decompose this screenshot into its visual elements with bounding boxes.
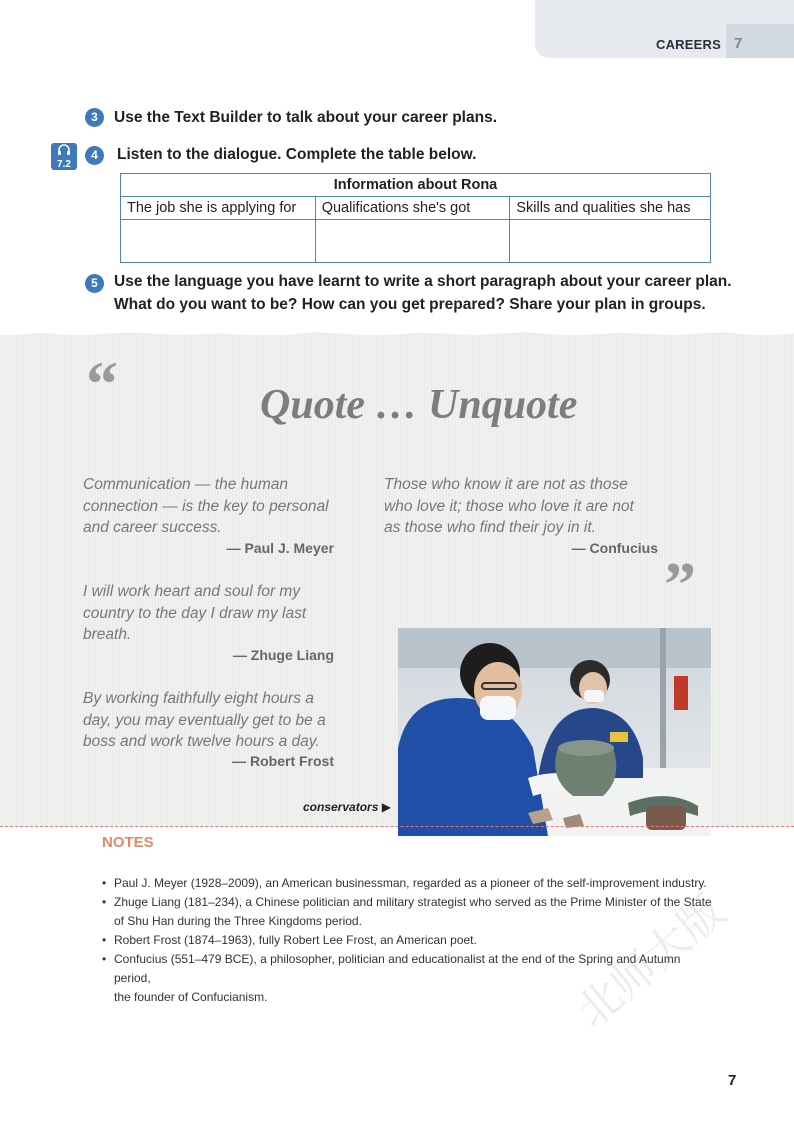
quote-robert-frost <box>83 688 326 753</box>
photo-caption: conservators ▶ <box>303 800 391 814</box>
table-answer-cell[interactable] <box>510 220 711 263</box>
notes-title: NOTES <box>102 834 154 851</box>
publisher-watermark: 北师大版 <box>567 885 735 1038</box>
quote-line: country to the day I draw my last <box>83 604 307 622</box>
exercise-4-badge: 4 <box>85 146 104 165</box>
quote-author: — Robert Frost <box>232 753 334 769</box>
note-line: • Paul J. Meyer (1928–2009), an American businessman, regarded as a pioneer of the self-improvement industry. <box>114 876 707 890</box>
quote-zhuge-liang <box>83 581 306 646</box>
quote-section-title: Quote … Unquote <box>260 382 578 428</box>
quote-confucius <box>384 474 634 539</box>
close-quote-mark: ” <box>664 549 696 620</box>
note-line: the founder of Confucianism. <box>114 990 268 1004</box>
note-line: • Confucius (551–479 BCE), a philosopher, politician and educationalist at the end of the Spring and Autumn period, <box>114 952 681 985</box>
quote-line: connection — is the key to personal <box>83 497 329 515</box>
quote-line: By working faithfully eight hours a <box>83 690 314 707</box>
quote-line: I will work heart and soul for my <box>83 583 301 600</box>
table-column-header: The job she is applying for <box>121 197 316 220</box>
quote-line: boss and work twelve hours a day. <box>83 733 320 750</box>
exercise-5-badge: 5 <box>85 274 104 293</box>
exercise-3-instruction: Use the Text Builder to talk about your career plans. <box>114 109 498 126</box>
section-title: CAREERS <box>656 37 721 52</box>
exercise-3-badge: 3 <box>85 108 104 127</box>
note-line: • Robert Frost (1874–1963), fully Robert Lee Frost, an American poet. <box>114 933 477 947</box>
table-title: Information about Rona <box>121 174 711 197</box>
open-quote-mark: “ <box>86 348 118 419</box>
table-answer-cell[interactable] <box>315 220 510 263</box>
quote-line: as those who find their joy in it. <box>384 519 596 536</box>
quote-line: breath. <box>83 626 132 643</box>
note-item <box>100 893 720 931</box>
quote-paul-meyer <box>83 474 329 539</box>
unit-number: 7 <box>734 35 743 52</box>
audio-track-badge[interactable] <box>51 143 77 170</box>
exercise-5-instruction-line-2: What do you want to be? How can you get prepared? Share your plan in groups. <box>114 296 706 313</box>
quote-line: who love it; those who love it are not <box>384 497 634 515</box>
note-line: • Zhuge Liang (181–234), a Chinese politician and military strategist who served as the Prime Minister of the State <box>114 895 712 909</box>
table-column-header: Skills and qualities she has <box>510 197 711 220</box>
quote-line: day, you may eventually get to be a <box>83 711 326 729</box>
table-answer-cell[interactable] <box>121 220 316 263</box>
table-column-header: Qualifications she's got <box>315 197 510 220</box>
note-item <box>100 874 720 893</box>
quote-author: — Zhuge Liang <box>232 647 334 663</box>
rona-info-table <box>120 173 711 263</box>
audio-track-number: 7.2 <box>57 159 71 170</box>
page-number: 7 <box>728 1072 737 1089</box>
headphones-icon <box>51 144 77 159</box>
note-line: of Shu Han during the Three Kingdoms period. <box>114 914 362 928</box>
exercise-5-instruction-line-1: Use the language you have learnt to write a short paragraph about your career plan. <box>114 273 732 290</box>
exercise-4-instruction: Listen to the dialogue. Complete the table below. <box>117 146 477 163</box>
conservators-photo <box>398 628 711 836</box>
quote-line: Those who know it are not as those <box>384 476 628 493</box>
quote-line: and career success. <box>83 519 222 536</box>
quote-line: Communication — the human <box>83 476 289 493</box>
notes-divider <box>0 826 794 827</box>
quote-author: — Confucius <box>571 540 658 556</box>
quote-author: — Paul J. Meyer <box>226 540 334 556</box>
